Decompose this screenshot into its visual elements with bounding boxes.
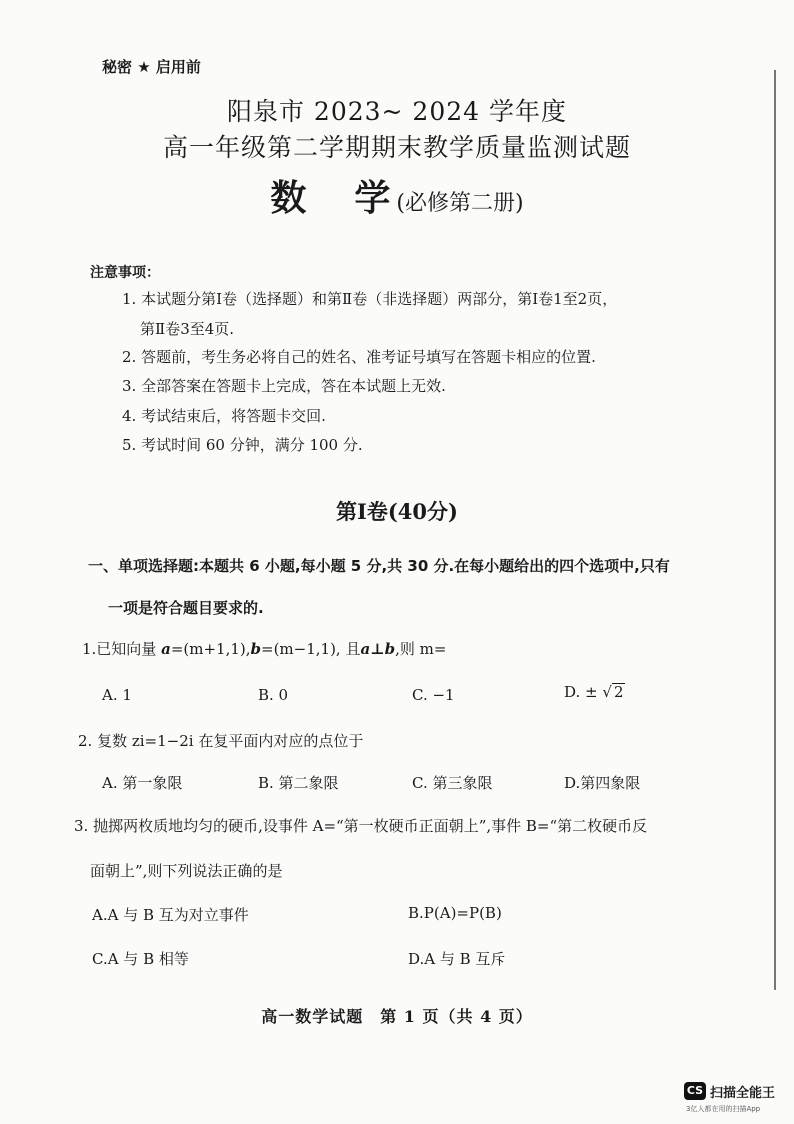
camscanner-logo-icon: CS — [684, 1082, 706, 1100]
q1-option-a: A. 1 — [102, 686, 132, 704]
section-heading-cont: 一项是符合题目要求的. — [108, 599, 264, 617]
q3-option-a: A.A 与 B 互为对立事件 — [92, 906, 249, 924]
q3-option-d: D.A 与 B 互斥 — [408, 950, 506, 968]
q1-option-b: B. 0 — [258, 686, 289, 704]
subject-name: 数 学 — [270, 177, 397, 219]
q1-option-c: C. −1 — [412, 686, 455, 704]
notice-item: 第Ⅱ卷3至4页. — [140, 320, 235, 338]
q3-option-b: B.P(A)=P(B) — [408, 904, 502, 922]
part-title: 第Ⅰ卷(40分) — [336, 499, 458, 524]
q2-option-a: A. 第一象限 — [102, 774, 183, 792]
q2-option-b: B. 第二象限 — [258, 774, 339, 792]
q1-option-d: D. ± √ 2 — [564, 683, 624, 701]
q3-option-c: C.A 与 B 相等 — [92, 950, 189, 968]
notice-item: 1. 本试题分第Ⅰ卷（选择题）和第Ⅱ卷（非选择题）两部分，第Ⅰ卷1至2页， — [122, 290, 618, 308]
exam-title-line2: 高一年级第二学期期末教学质量监测试题 — [162, 133, 631, 162]
watermark-name: 扫描全能王 — [710, 1086, 776, 1101]
notice-item: 2. 答题前，考生务必将自己的姓名、准考证号填写在答题卡相应的位置. — [122, 348, 596, 366]
notice-item: 3. 全部答案在答题卡上完成，答在本试题上无效. — [122, 377, 446, 395]
watermark-subtitle: 3亿人都在用的扫描App — [686, 1105, 761, 1113]
question-2-stem: 2. 复数 zi=1−2i 在复平面内对应的点位于 — [78, 732, 364, 750]
q2-option-c: C. 第三象限 — [412, 774, 493, 792]
notice-heading: 注意事项： — [90, 265, 160, 281]
question-3-stem-cont: 面朝上”,则下列说法正确的是 — [90, 862, 283, 880]
subject-note: (必修第二册) — [396, 191, 524, 216]
notice-item: 4. 考试结束后，将答题卡交回. — [122, 407, 326, 425]
question-3-stem: 3. 抛掷两枚质地均匀的硬币,设事件 A=“第一枚硬币正面朝上”,事件 B=“第二枚硬币反 — [74, 817, 648, 835]
page-footer: 高一数学试题 第 1 页（共 4 页） — [261, 1007, 533, 1026]
notice-item: 5. 考试时间 60 分钟，满分 100 分. — [122, 436, 363, 454]
q2-option-d: D.第四象限 — [564, 774, 641, 792]
exam-title-line1: 阳泉市 2023~ 2024 学年度 — [226, 97, 568, 126]
question-1-stem: 1.已知向量 a=(m+1,1),b=(m−1,1), 且a⊥b,则 m= — [82, 640, 447, 658]
confidential-label: 秘密 ★ 启用前 — [102, 58, 201, 76]
subject-title — [0, 170, 794, 221]
section-heading: 一、单项选择题:本题共 6 小题,每小题 5 分,共 30 分.在每小题给出的四个选项中,只有 — [88, 557, 670, 575]
